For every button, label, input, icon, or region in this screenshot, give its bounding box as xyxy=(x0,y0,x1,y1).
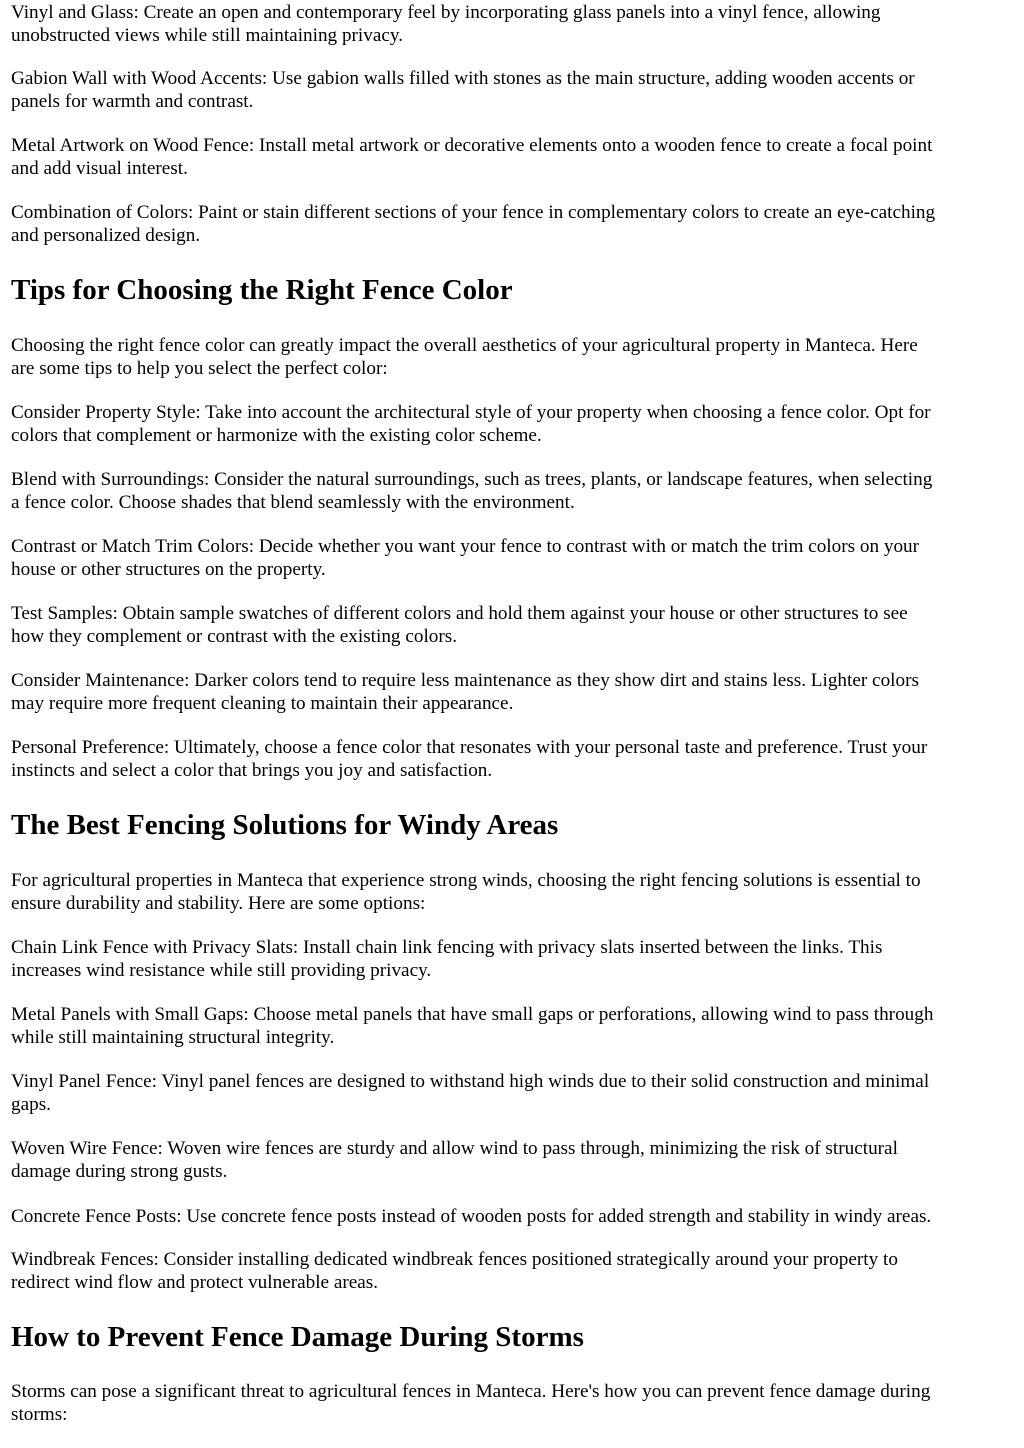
text-line: Test Samples: Obtain sample swatches of different colors and hold them against your house or other structures to see xyxy=(11,603,908,624)
text-line: a fence color. Choose shades that blend seamlessly with the environment. xyxy=(11,492,575,513)
text-line: damage during strong gusts. xyxy=(11,1161,228,1182)
text-line: and add visual interest. xyxy=(11,158,188,179)
heading-storm-damage: How to Prevent Fence Damage During Storms xyxy=(11,1321,584,1353)
text-line: storms: xyxy=(11,1404,68,1425)
paragraph-metal-artwork xyxy=(11,134,1011,180)
text-line: gaps. xyxy=(11,1094,51,1115)
paragraph-blend-surroundings xyxy=(11,468,1011,514)
text-line: Contrast or Match Trim Colors: Decide whether you want your fence to contrast with or match the trim colors on your xyxy=(11,536,920,557)
text-line: instincts and select a color that brings you joy and satisfaction. xyxy=(11,760,493,781)
text-line: Combination of Colors: Paint or stain different sections of your fence in complementary colors to create an eye-catching xyxy=(11,202,936,223)
paragraph-woven-wire xyxy=(11,1137,1011,1183)
text-line: colors that complement or harmonize with the existing color scheme. xyxy=(11,425,542,446)
paragraph-property-style xyxy=(11,401,1011,447)
paragraph-windbreak xyxy=(11,1248,1011,1294)
text-line: Metal Panels with Small Gaps: Choose metal panels that have small gaps or perforations, allowing wind to pass through xyxy=(11,1004,934,1025)
text-line: Gabion Wall with Wood Accents: Use gabion walls filled with stones as the main structure, adding wooden accents or xyxy=(11,68,915,89)
text-line: Vinyl Panel Fence: Vinyl panel fences are designed to withstand high winds due to their solid construction and minimal xyxy=(11,1071,930,1092)
text-line: Storms can pose a significant threat to agricultural fences in Manteca. Here's how you can prevent fence damage during xyxy=(11,1381,931,1402)
text-line: Consider Maintenance: Darker colors tend to require less maintenance as they show dirt and stains less. Lighter colors xyxy=(11,670,919,691)
paragraph-windy-intro xyxy=(11,869,1011,915)
paragraph-trim-colors xyxy=(11,535,1011,581)
paragraph-maintenance xyxy=(11,669,1011,715)
text-line: Personal Preference: Ultimately, choose a fence color that resonates with your personal taste and preference. Trust your xyxy=(11,737,928,758)
paragraph-vinyl-panel xyxy=(11,1070,1011,1116)
paragraph-test-samples xyxy=(11,602,1011,648)
paragraph-gabion-wall xyxy=(11,67,1011,113)
text-line: Concrete Fence Posts: Use concrete fence posts instead of wooden posts for added strength and stability in windy areas. xyxy=(11,1206,932,1227)
text-line: Woven Wire Fence: Woven wire fences are sturdy and allow wind to pass through, minimizing the risk of structural xyxy=(11,1138,898,1159)
paragraph-combination-of-colors xyxy=(11,201,1011,247)
text-line: Consider Property Style: Take into account the architectural style of your property when choosing a fence color. Opt for xyxy=(11,402,931,423)
paragraph-storms-intro xyxy=(11,1380,1011,1426)
text-line: Choosing the right fence color can greatly impact the overall aesthetics of your agricultural property in Manteca. Here xyxy=(11,335,918,356)
text-line: and personalized design. xyxy=(11,225,201,246)
text-line: Chain Link Fence with Privacy Slats: Install chain link fencing with privacy slats inserted between the links. This xyxy=(11,937,883,958)
paragraph-metal-panels xyxy=(11,1003,1011,1049)
heading-fence-color-tips: Tips for Choosing the Right Fence Color xyxy=(11,274,513,306)
text-line: unobstructed views while still maintaining privacy. xyxy=(11,25,404,46)
paragraph-chain-link xyxy=(11,936,1011,982)
text-line: Vinyl and Glass: Create an open and contemporary feel by incorporating glass panels into a vinyl fence, allowing xyxy=(11,2,881,23)
paragraph-concrete-posts xyxy=(11,1205,1011,1228)
paragraph-fence-color-intro xyxy=(11,334,1011,380)
text-line: how they complement or contrast with the existing colors. xyxy=(11,626,458,647)
paragraph-personal-preference xyxy=(11,736,1011,782)
text-line: house or other structures on the property. xyxy=(11,559,326,580)
text-line: redirect wind flow and protect vulnerable areas. xyxy=(11,1272,379,1293)
text-line: increases wind resistance while still providing privacy. xyxy=(11,960,432,981)
heading-windy-areas: The Best Fencing Solutions for Windy Areas xyxy=(11,809,559,841)
text-line: For agricultural properties in Manteca that experience strong winds, choosing the right fencing solutions is essential to xyxy=(11,870,921,891)
text-line: are some tips to help you select the perfect color: xyxy=(11,358,388,379)
text-line: while still maintaining structural integrity. xyxy=(11,1027,335,1048)
text-line: Windbreak Fences: Consider installing dedicated windbreak fences positioned strategically around your property to xyxy=(11,1249,898,1270)
text-line: may require more frequent cleaning to maintain their appearance. xyxy=(11,693,514,714)
text-line: ensure durability and stability. Here are some options: xyxy=(11,893,426,914)
text-line: Blend with Surroundings: Consider the natural surroundings, such as trees, plants, or landscape features, when selecting xyxy=(11,469,933,490)
text-line: Metal Artwork on Wood Fence: Install metal artwork or decorative elements onto a wooden fence to create a focal point xyxy=(11,135,933,156)
paragraph-vinyl-and-glass xyxy=(11,1,1011,47)
text-line: panels for warmth and contrast. xyxy=(11,91,254,112)
